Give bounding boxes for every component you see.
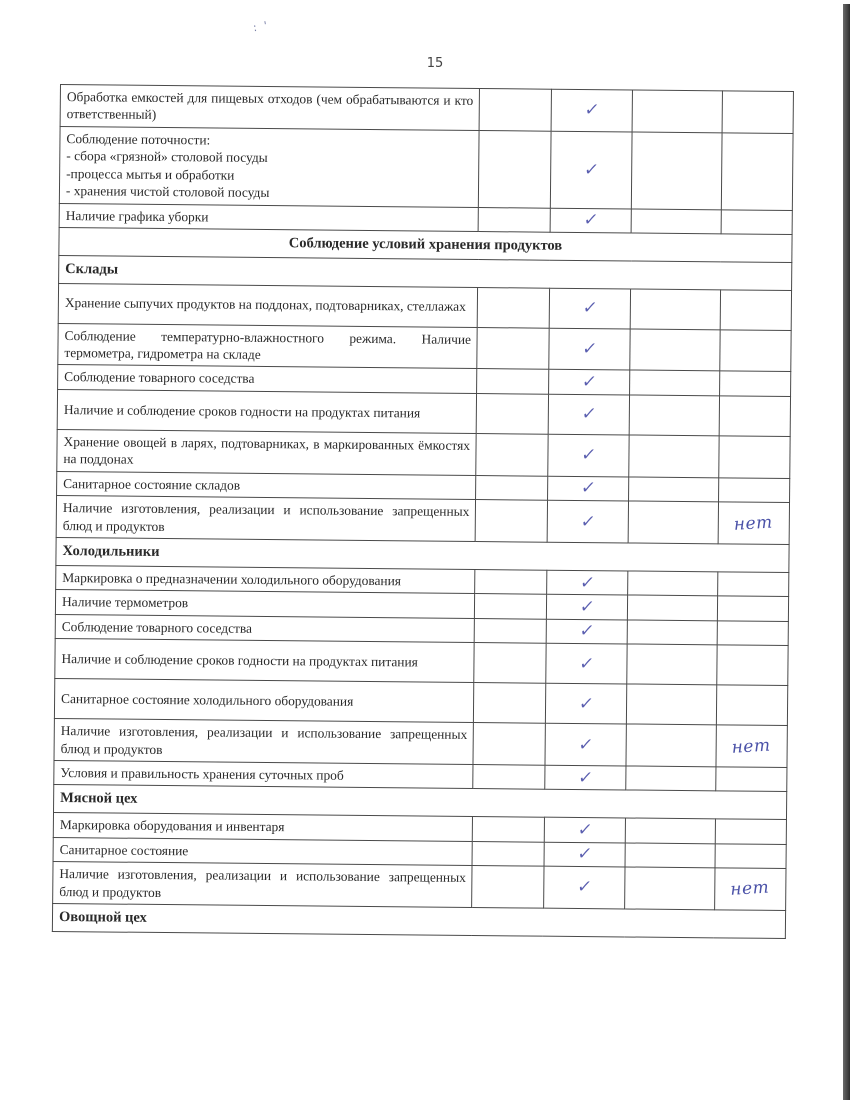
checklist-row [57,429,790,478]
mark-cell-col-d [717,596,789,621]
mark-cell-col-a [476,500,548,543]
mark-cell-col-c [628,571,718,596]
section-title: Холодильники [56,537,789,572]
handwritten-checkmark-icon: ✓ [578,596,596,618]
mark-cell-col-d [718,502,790,545]
criterion-line: Соблюдение поточности: [66,130,211,148]
mark-cell-col-d [717,621,789,646]
handwritten-note: нет [731,735,772,758]
section-title: Мясной цех [54,785,787,820]
mark-cell-col-b [546,570,628,595]
criterion-text: Наличие графика уборки [59,203,479,231]
criterion-line: - сбора «грязной» столовой посуды [66,148,268,166]
mark-cell-col-d [715,843,787,868]
handwritten-checkmark-icon: ✓ [580,404,598,425]
section-title: Овощной цех [52,903,785,938]
section-header-row [52,903,785,938]
mark-cell-col-b [545,723,627,766]
handwritten-checkmark-icon: ✓ [579,511,597,532]
mark-cell-col-b [547,500,629,543]
mark-cell-col-b [544,817,626,842]
criterion-text: Соблюдение товарного соседства [55,614,475,642]
mark-cell-col-b [544,765,626,790]
handwritten-checkmark-icon: ✓ [582,210,600,231]
mark-cell-col-a [475,618,546,643]
mark-cell-col-b [550,208,632,233]
mark-cell-col-d [715,767,787,792]
criterion-line: - хранения чистой столовой посуды [65,183,270,201]
mark-cell-col-d [719,371,791,396]
criterion-text: Наличие изготовления, реализации и использование запрещенных блюд и продуктов [53,862,473,908]
handwritten-checkmark-icon: ✓ [583,100,601,121]
mark-cell-col-c [631,209,721,234]
criterion-text: Хранение сыпучих продуктов на поддонах, подтоварниках, стеллажах [58,283,478,327]
criterion-text: Наличие изготовления, реализации и использование запрещенных блюд и продуктов [54,719,474,765]
checklist-row [54,679,787,726]
criterion-text: Маркировка оборудования и инвентаря [53,813,473,841]
checklist-row [56,496,789,545]
mark-cell-col-a [477,327,549,370]
checklist-row [60,85,793,134]
mark-cell-col-c [625,818,715,843]
handwritten-checkmark-icon: ✓ [575,844,594,865]
checklist-row [59,126,793,210]
mark-cell-col-a [476,475,547,500]
mark-cell-col-c [630,289,720,330]
criterion-text [59,126,479,207]
mark-cell-col-a [473,764,544,789]
criterion-text: Наличие термометров [55,590,475,618]
mark-cell-col-c [625,843,715,868]
mark-cell-col-c [629,477,719,502]
mark-cell-col-c [625,867,715,910]
mark-cell-col-a [477,393,549,434]
mark-cell-col-d [719,329,791,372]
checklist-row [55,639,788,686]
mark-cell-col-d [716,685,788,726]
mark-cell-col-c [632,90,722,133]
handwritten-checkmark-icon: ✓ [582,159,600,180]
section-title: Склады [59,255,792,290]
mark-cell-col-a [478,287,550,328]
checklist-row [57,389,790,436]
mark-cell-col-a [473,723,545,766]
handwritten-checkmark-icon: ✓ [579,478,597,499]
mark-cell-col-c [629,435,719,478]
mark-cell-col-c [630,370,720,395]
inspection-checklist-table [52,84,794,939]
checklist-body [52,85,793,939]
mark-cell-col-d [716,725,788,768]
scan-marks: : ' [251,18,271,35]
mark-cell-col-c [627,620,717,645]
handwritten-checkmark-icon: ✓ [578,621,596,642]
mark-cell-col-b [545,683,627,724]
mark-cell-col-d [721,133,793,210]
mark-cell-col-c [627,644,717,685]
section-title: Соблюдение условий хранения продуктов [59,227,792,262]
mark-cell-col-c [631,132,721,210]
page-number: 15 [426,56,444,71]
criterion-line: -процесса мытья и обработки [66,165,235,183]
mark-cell-col-b [544,842,626,867]
checklist-sheet [52,84,794,939]
handwritten-checkmark-icon: ✓ [577,693,595,714]
checklist-row [53,862,786,911]
criterion-text: Наличие и соблюдение сроков годности на продуктах питания [57,389,477,433]
scanner-edge-shadow [843,4,850,1100]
handwritten-checkmark-icon: ✓ [576,734,595,755]
mark-cell-col-d [718,478,790,503]
mark-cell-col-a [477,369,548,394]
mark-cell-col-a [472,841,543,866]
criterion-text: Обработка емкостей для пищевых отходов (чем обрабатываются и кто ответственный) [60,85,480,131]
handwritten-checkmark-icon: ✓ [579,445,597,466]
mark-cell-col-a [474,643,546,684]
mark-cell-col-c [627,684,717,725]
mark-cell-col-d [714,868,786,911]
mark-cell-col-b [550,131,632,208]
mark-cell-col-b [547,434,629,477]
handwritten-checkmark-icon: ✓ [575,877,593,898]
criterion-text: Маркировка о предназначении холодильного оборудования [56,565,476,593]
checklist-row [58,323,791,372]
mark-cell-col-b [546,594,628,619]
mark-cell-col-a [475,594,546,619]
criterion-text: Санитарное состояние холодильного оборудования [54,679,474,723]
mark-cell-col-b [547,476,629,501]
criterion-text: Хранение овощей в ларях, подтоварниках, в маркированных ёмкостях на поддонах [57,429,477,475]
criterion-text: Санитарное состояние [53,837,473,865]
criterion-text: Условия и правильность хранения суточных проб [54,760,474,788]
criterion-text: Санитарное состояние складов [57,471,477,499]
mark-cell-col-a [480,89,552,132]
mark-cell-col-c [626,766,716,791]
handwritten-note: нет [730,877,771,901]
mark-cell-col-b [548,370,630,395]
mark-cell-col-b [549,288,631,329]
mark-cell-col-d [722,91,794,134]
mark-cell-col-c [629,395,719,436]
mark-cell-col-a [474,683,546,724]
mark-cell-col-b [546,619,628,644]
handwritten-checkmark-icon: ✓ [576,819,594,841]
checklist-row [58,283,791,330]
mark-cell-col-b [545,643,627,684]
checklist-row [54,719,787,768]
mark-cell-col-c [628,501,718,544]
handwritten-checkmark-icon: ✓ [580,372,598,393]
mark-cell-col-d [721,209,793,234]
mark-cell-col-a [476,433,548,476]
handwritten-checkmark-icon: ✓ [581,298,599,319]
mark-cell-col-a [479,207,550,232]
mark-cell-col-c [630,329,720,372]
handwritten-note: нет [733,512,774,535]
mark-cell-col-c [626,724,716,767]
handwritten-checkmark-icon: ✓ [578,572,596,593]
mark-cell-col-d [717,572,789,597]
mark-cell-col-d [718,436,790,479]
mark-cell-col-b [543,866,625,909]
handwritten-checkmark-icon: ✓ [577,653,595,674]
mark-cell-col-b [548,394,630,435]
handwritten-checkmark-icon: ✓ [580,339,599,360]
mark-cell-col-d [720,289,792,330]
mark-cell-col-d [716,645,788,686]
mark-cell-col-b [548,328,630,371]
criterion-text: Наличие и соблюдение сроков годности на продуктах питания [55,639,475,683]
criterion-text: Наличие изготовления, реализации и использование запрещенных блюд и продуктов [56,496,476,542]
criterion-text: Соблюдение товарного соседства [58,365,478,393]
handwritten-checkmark-icon: ✓ [576,767,594,788]
mark-cell-col-d [715,819,787,844]
mark-cell-col-d [719,396,791,437]
mark-cell-col-a [473,817,544,842]
mark-cell-col-a [475,569,546,594]
mark-cell-col-b [551,89,633,132]
mark-cell-col-a [479,130,551,207]
mark-cell-col-a [472,866,544,909]
mark-cell-col-c [628,595,718,620]
criterion-text: Соблюдение температурно-влажностного режима. Наличие термометра, гидрометра на складе [58,323,478,369]
